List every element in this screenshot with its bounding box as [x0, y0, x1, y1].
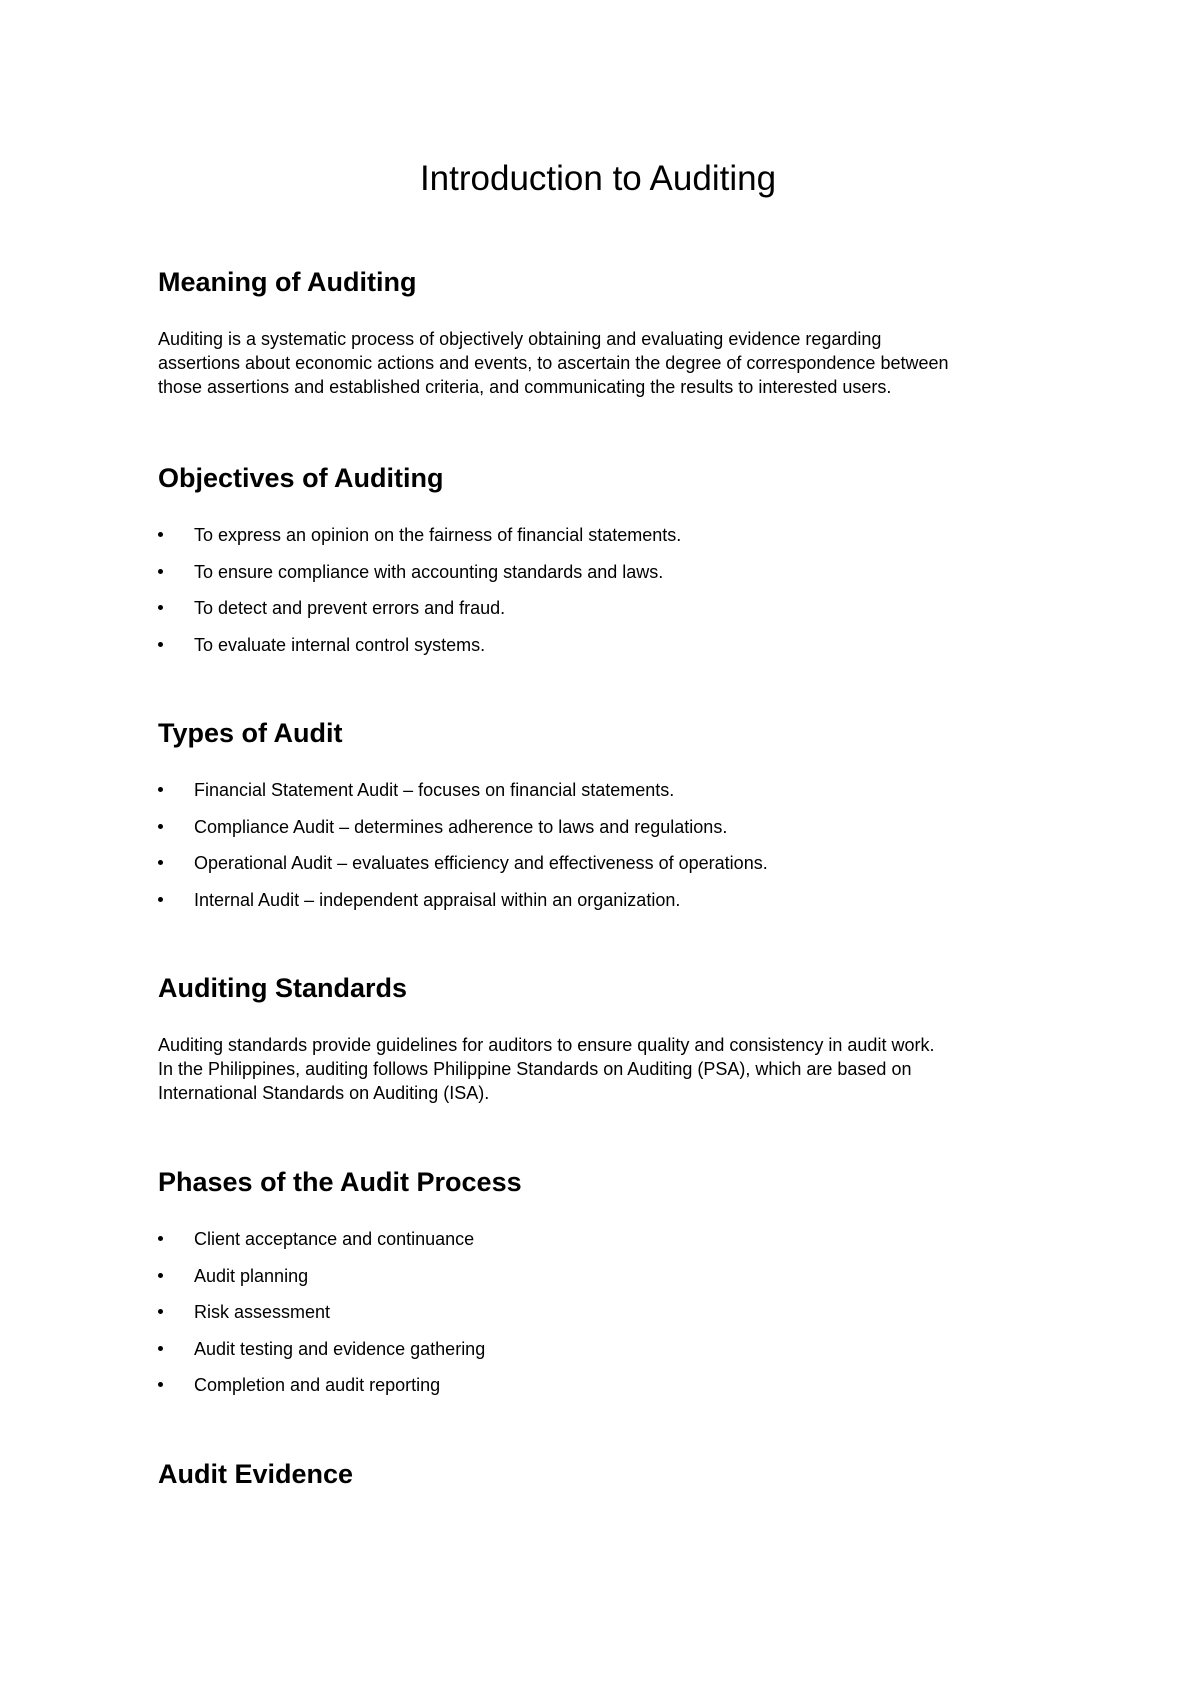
section-heading: Auditing Standards — [158, 973, 407, 1003]
list-item-text: Client acceptance and continuance — [194, 1229, 475, 1249]
list-item — [158, 1373, 1058, 1410]
list-item — [158, 778, 1058, 815]
bullet-icon — [158, 824, 163, 829]
paragraph-line: assertions about economic actions and events, to ascertain the degree of correspondence between — [158, 353, 949, 373]
section-heading: Objectives of Auditing — [158, 463, 444, 493]
section-audit-evidence — [158, 1456, 1058, 1492]
paragraph-line: In the Philippines, auditing follows Philippine Standards on Auditing (PSA), which are based on — [158, 1059, 912, 1079]
list-item-text: To ensure compliance with accounting standards and laws. — [194, 561, 664, 582]
section-heading: Phases of the Audit Process — [158, 1167, 522, 1197]
list-item-text: Risk assessment — [194, 1302, 331, 1322]
bullet-icon — [158, 569, 163, 574]
bullet-icon — [158, 860, 163, 865]
list-item — [158, 523, 1058, 560]
bullet-list — [158, 778, 1058, 924]
bullet-icon — [158, 787, 163, 792]
bullet-icon — [158, 532, 163, 537]
document-title: Introduction to Auditing — [419, 159, 777, 198]
list-item — [158, 633, 1058, 670]
list-item — [158, 1300, 1058, 1337]
paragraph-line: International Standards on Auditing (ISA). — [158, 1083, 490, 1103]
bullet-icon — [158, 1273, 163, 1278]
list-item-text: To evaluate internal control systems. — [194, 634, 486, 655]
section-auditing-standards — [158, 970, 1058, 1105]
list-item-text: Audit planning — [194, 1265, 309, 1286]
list-item — [158, 1227, 1058, 1264]
bullet-icon — [158, 605, 163, 610]
bullet-icon — [158, 1236, 163, 1241]
bullet-icon — [158, 897, 163, 902]
list-item — [158, 1264, 1058, 1301]
section-phases-of-audit-process — [158, 1164, 1058, 1410]
paragraph-line: Auditing standards provide guidelines for auditors to ensure quality and consistency in audit work. — [158, 1035, 935, 1055]
list-item — [158, 560, 1058, 597]
bullet-icon — [158, 1382, 163, 1387]
section-meaning-of-auditing — [158, 264, 1058, 399]
bullet-list — [158, 523, 1058, 669]
section-objectives-of-auditing — [158, 460, 1058, 669]
list-item — [158, 851, 1058, 888]
bullet-icon — [158, 1346, 163, 1351]
section-heading: Types of Audit — [158, 718, 343, 748]
bullet-icon — [158, 1309, 163, 1314]
list-item-text: Completion and audit reporting — [194, 1375, 441, 1395]
paragraph-line: Auditing is a systematic process of objectively obtaining and evaluating evidence regarding — [158, 329, 882, 349]
list-item — [158, 1337, 1058, 1374]
paragraph-line: those assertions and established criteria, and communicating the results to interested users. — [158, 377, 892, 397]
list-item-text: Internal Audit – independent appraisal within an organization. — [194, 889, 681, 910]
bullet-list — [158, 1227, 1058, 1410]
list-item — [158, 888, 1058, 925]
list-item-text: Compliance Audit – determines adherence to laws and regulations. — [194, 816, 728, 837]
bullet-icon — [158, 642, 163, 647]
list-item-text: Operational Audit – evaluates efficiency and effectiveness of operations. — [194, 853, 768, 873]
section-heading: Audit Evidence — [158, 1459, 354, 1489]
list-item — [158, 596, 1058, 633]
list-item-text: Financial Statement Audit – focuses on financial statements. — [194, 780, 675, 800]
list-item-text: Audit testing and evidence gathering — [194, 1338, 486, 1359]
list-item-text: To express an opinion on the fairness of financial statements. — [194, 525, 682, 545]
list-item-text: To detect and prevent errors and fraud. — [194, 598, 506, 618]
section-types-of-audit — [158, 715, 1058, 924]
section-heading: Meaning of Auditing — [158, 267, 417, 297]
list-item — [158, 815, 1058, 852]
